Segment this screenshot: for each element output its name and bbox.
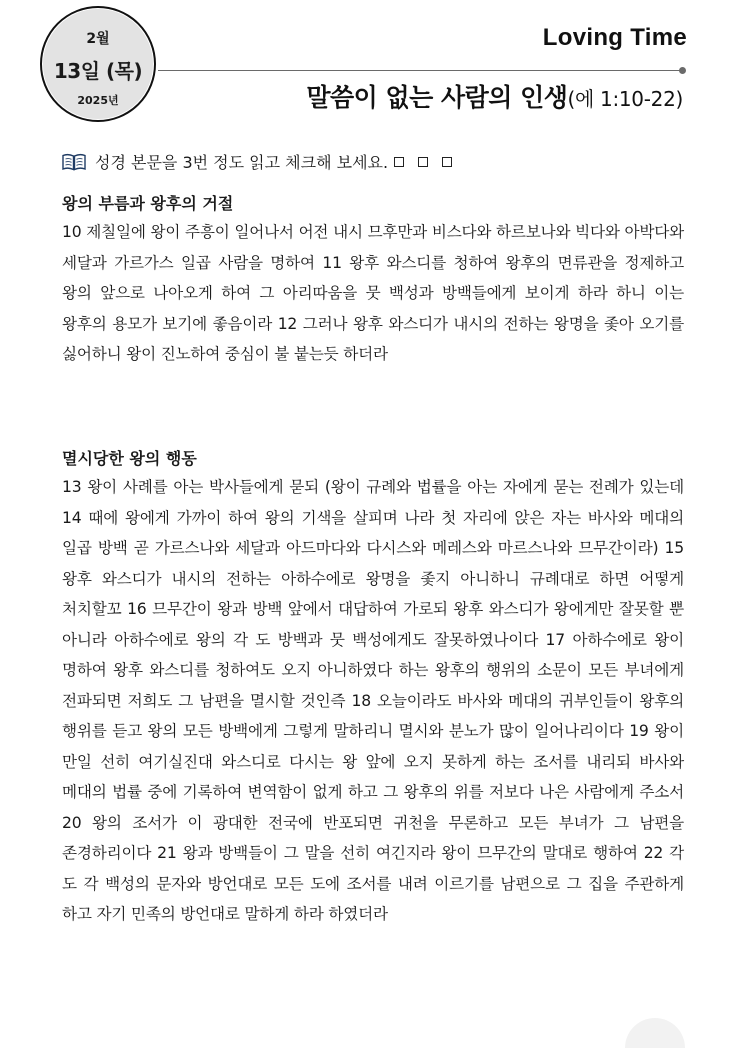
section-heading: 왕의 부름과 왕후의 거절 [62, 194, 234, 213]
passage-section [62, 190, 684, 370]
date-day: 13일 (목) [53, 59, 143, 83]
brand-title: Loving Time [542, 24, 687, 51]
date-month: 2월 [86, 31, 110, 47]
date-badge [40, 6, 156, 122]
section-heading: 멸시당한 왕의 행동 [62, 449, 197, 468]
read-checkbox-3[interactable] [442, 157, 452, 167]
divider-dot [679, 67, 686, 74]
read-checkbox-1[interactable] [394, 157, 404, 167]
corner-decoration [625, 1018, 685, 1048]
page-title [306, 78, 683, 114]
header-divider [158, 70, 682, 71]
passage-section [62, 445, 684, 930]
date-year: 2025년 [77, 94, 119, 107]
title-reference: (에 1:10-22) [567, 87, 683, 111]
instruction-text: 성경 본문을 3번 정도 읽고 체크해 보세요. [95, 153, 389, 172]
section-text: 10 제칠일에 왕이 주흥이 일어나서 어전 내시 므후만과 비스다와 하르보나와 빅다와 아박다와 세달과 가르가스 일곱 사람을 명하여 11 왕후 와스디를 청하여 왕후의 면류관을 정제하고 왕의 앞으로 나아오게 하여 그 아리따움을 뭇 백성과 방백들에게 보이게 하라 하니 이는 왕후의 용모가 보기에 좋음이라 12 그러나 왕후 와스디가 내시의 전하는 왕명을 좇아 오기를 싫어하니 왕이 진노하여 중심이 불 붙는듯 하더라 [62, 223, 684, 363]
open-book-icon [62, 153, 86, 171]
section-text: 13 왕이 사례를 아는 박사들에게 묻되 (왕이 규례와 법률을 아는 자에게 묻는 전례가 있는데 14 때에 왕에게 가까이 하여 왕의 기색을 살피며 나라 첫 자리에 앉은 자는 바사와 메대의 일곱 방백 곧 가르스나와 세달과 아드마다와 다시스와 메레스와 마르스나와 므무간이라) 15 왕후 와스디가 내시의 전하는 아하수에로 왕명을 좇지 아니하니 규례대로 하면 어떻게 처치할꼬 16 므무간이 왕과 방백 앞에서 대답하여 가로되 왕후 와스디가 왕에게만 잘못할 뿐 아니라 아하수에로 왕의 각 도 방백과 뭇 백성에게도 잘못하였나이다 17 아하수에로 왕이 명하여 왕후 와스디를 청하여도 오지 아니하였다 하는 왕후의 행위의 소문이 모든 부녀에게 전파되면 저희도 그 남편을 멸시할 것인즉 18 오늘이라도 바사와 메대의 귀부인들이 왕후의 행위를 듣고 왕의 모든 방백에게 그렇게 말하리니 멸시와 분노가 많이 일어나리이다 19 왕이 만일 선히 여기실진대 와스디로 다시는 왕 앞에 오지 못하게 하는 조서를 내리되 바사와 메대의 법률 중에 기록하여 변역함이 없게 하고 그 왕후의 위를 저보다 나은 사람에게 주소서 20 왕의 조서가 이 광대한 전국에 반포되면 귀천을 무론하고 모든 부녀가 그 남편을 존경하리이다 21 왕과 방백들이 그 말을 선히 여긴지라 왕이 므무간의 말대로 행하여 22 각 도 각 백성의 문자와 방언대로 모든 도에 조서를 내려 이르기를 남편으로 그 집을 주관하게 하고 자기 민족의 방언대로 말하게 하라 하였더라 [62, 478, 684, 923]
title-main: 말씀이 없는 사람의 인생 [306, 83, 568, 112]
read-checkbox-2[interactable] [418, 157, 428, 167]
reading-instruction [62, 150, 452, 173]
